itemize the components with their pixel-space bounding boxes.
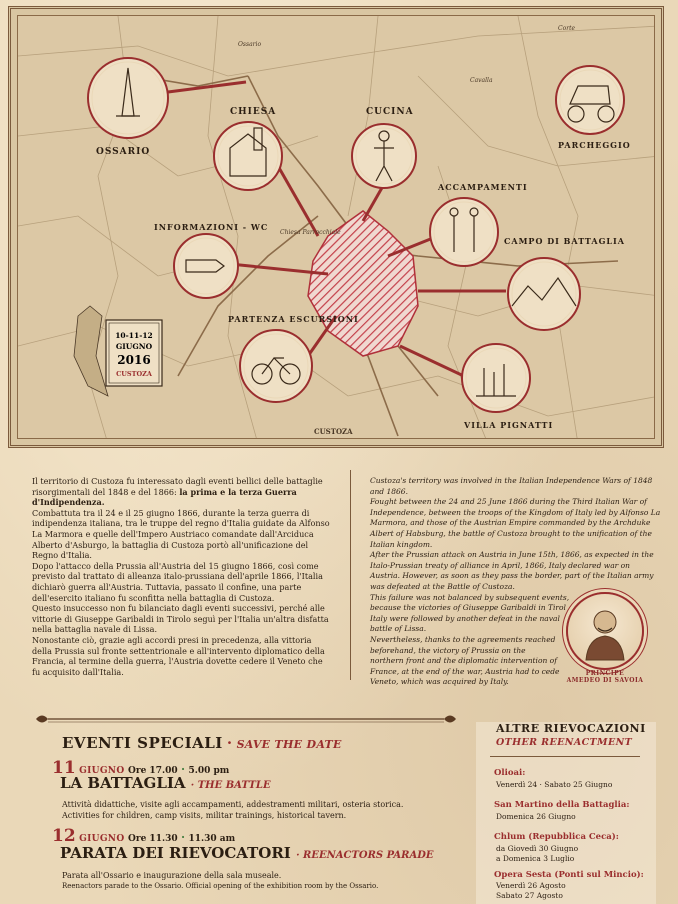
event2-time-it: Ore 11.30 [127, 834, 178, 844]
it-p1-b: la prima e la terza Guerra d'Indipendenza. [32, 486, 297, 508]
partenza-vignette [240, 330, 312, 402]
portrait-icon [568, 594, 642, 668]
label-partenza: PARTENZA ESCURSIONI [228, 314, 359, 324]
event2-time-en: 11.30 am [188, 834, 236, 844]
other-date-2a: Domenica 26 Giugno [496, 812, 576, 821]
other-date-4a: Venerdì 26 Agosto [496, 881, 566, 890]
chiesa-vignette [214, 122, 282, 190]
label-ossario: OSSARIO [96, 147, 151, 157]
it-p1-a: Il territorio di Custoza fu interessato dagli eventi bellici delle battaglie risorgimentali del 1848 e del 1866: [32, 476, 323, 497]
column-divider [350, 470, 351, 680]
other-date-3b: a Domenica 3 Luglio [496, 854, 575, 863]
en-p3: After the Prussian attack on Austria in June 15th, 1866, as expected in the Italo-Prussian treaty of alliance in April, 1866, Italy declared war on Austria. However, as soon as they pass the border, part of the Italian army was defeated at the Battle of Custoza. [370, 550, 654, 591]
ornament-divider [34, 712, 458, 726]
event2-desc-it: Parata all'Ossario e inaugurazione della sala museale. [62, 871, 282, 880]
event1-heading: LA BATTAGLIA · THE BATTLE [60, 774, 271, 792]
event1-date-row: 11 GIUGNO Ore 17.00 · 5.00 pm [52, 758, 230, 778]
label-campo: CAMPO DI BATTAGLIA [504, 236, 625, 246]
events-title-en: SAVE THE DATE [236, 738, 342, 751]
map-label-custoza: CUSTOZA [314, 427, 353, 436]
other-date-3a: da Giovedì 30 Giugno [496, 844, 579, 853]
other-subtitle: OTHER REENACTMENT [496, 737, 633, 748]
event2-desc-en: Reenactors parade to the Ossario. Official opening of the exhibition room by the Ossario. [62, 882, 379, 890]
en-p5: Nevertheless, thanks to the agreements reached beforehand, the victory of Prussia on the northern front and the diplomatic intervention of France, at the end of the war, Austria had to cede Veneto, which was acquired by Italy. [370, 634, 560, 687]
history-text-italian [32, 476, 332, 677]
event2-name-en: REENACTORS PARADE [303, 850, 434, 861]
label-accampamenti: ACCAMPAMENTI [438, 182, 528, 192]
event1-name-en: THE BATTLE [197, 780, 271, 791]
event2-name: PARATA DEI RIEVOCATORI [60, 844, 291, 862]
label-villa: VILLA PIGNATTI [464, 420, 554, 430]
accampamenti-vignette [430, 198, 498, 266]
other-place-2: San Martino della Battaglia: [494, 800, 630, 810]
event2-month: GIUGNO [79, 834, 125, 844]
event-badge [106, 320, 162, 386]
event1-time-it: Ore 17.00 [127, 766, 178, 776]
other-divider [490, 756, 640, 757]
other-title: ALTRE RIEVOCAZIONI [496, 722, 646, 735]
map-label-ossario-small: Ossario [238, 41, 262, 48]
other-date-4b: Sabato 27 Agosto [496, 891, 563, 900]
other-place-4: Opera Sesta (Ponti sul Mincio): [494, 870, 644, 880]
map-label-cavalla: Cavalla [470, 77, 493, 84]
portrait-medallion [566, 592, 644, 670]
it-p2: Combattuta tra il 24 e il 25 giugno 1866, durante la terza guerra di indipendenza italiana, tra le truppe del regno d'Italia guidate da Alfonso La Marmora e quelle dell'Impero Austriaco comandate dall'Arciduca Alberto d'Asburgo, la battaglia di Custoza portò all'unificazione del Regno d'Italia. [32, 507, 330, 561]
event1-time-en: 5.00 pm [188, 766, 230, 776]
label-informazioni: INFORMAZIONI - WC [154, 222, 269, 232]
en-p4: This failure was not balanced by subsequent events, because the victories of Giuseppe Garibaldi in Tirol Italy were followed by another defeat in the naval battle of Lissa. [370, 592, 570, 634]
it-p3: Dopo l'attacco della Prussia all'Austria del 15 giugno 1866, così come previsto dal trattato di alleanza italo-prussiana dell'aprile 1866, l'Italia dichiarò guerra all'Austria. Tuttavia, passato il confine, una parte dell'esercito italiano fu sconfitta nella battaglia di Custoza. [32, 560, 323, 603]
event1-month: GIUGNO [79, 766, 125, 776]
it-p4: Questo insuccesso non fu bilanciato dagli eventi successivi, perché alle vittorie di Giuseppe Garibaldi in Tirolo seguì per l'Italia un'altra disfatta nella battaglia navale di Lissa. [32, 603, 329, 635]
event1-name: LA BATTAGLIA [60, 774, 186, 792]
map-area [17, 15, 655, 439]
badge-place: CUSTOZA [116, 370, 152, 378]
other-place-3: Chlum (Repubblica Ceca): [494, 832, 619, 842]
other-reenactments-panel [476, 722, 656, 904]
portrait-caption-1: PRINCIPE [585, 670, 625, 677]
map-frame [8, 6, 664, 448]
map-label-chiesa-small: Chiesa Parrocchiale [280, 229, 341, 236]
en-p1: Custoza's territory was involved in the Italian Independence Wars of 1848 and 1866. [370, 476, 653, 496]
campo-vignette [508, 258, 580, 330]
portrait-caption [566, 670, 644, 684]
event1-desc-en: Activities for children, camp visits, militar trainings, historical tavern. [62, 811, 347, 820]
other-place-1: Olioai: [494, 768, 526, 778]
badge-year: 2016 [117, 353, 151, 367]
map-svg [18, 16, 655, 439]
events-title: EVENTI SPECIALI · SAVE THE DATE [62, 734, 342, 752]
label-parcheggio: PARCHEGGIO [558, 140, 631, 150]
informazioni-vignette [174, 234, 238, 298]
badge-month: GIUGNO [115, 342, 153, 351]
label-chiesa: CHIESA [230, 107, 277, 117]
badge-days: 10-11-12 [115, 331, 153, 340]
en-p2: Fought between the 24 and 25 June 1866 during the Third Italian War of Independence, between the troops of the Kingdom of Italy led by Alfonso La Marmora, and those of the Austrian Empire commanded by the Archduke Albert of Habsburg, the battle of Custoza brought to the unification of the Italian kingdom. [370, 497, 661, 549]
parcheggio-vignette [556, 66, 624, 134]
it-p5: Nonostante ciò, grazie agli accordi presi in precedenza, alla vittoria della Prussia sul fronte settentrionale e all'intervento diplomatico della Francia, al termine della guerra, l'Austria dovette cedere il Veneto che fu acquisito dall'Italia. [32, 634, 325, 677]
event1-desc-it: Attività didattiche, visite agli accampamenti, addestramenti militari, osteria storica. [62, 800, 404, 809]
portrait-caption-2: AMEDEO DI SAVOIA [566, 677, 644, 684]
event2-heading: PARATA DEI RIEVOCATORI · REENACTORS PARADE [60, 844, 434, 862]
villa-vignette [462, 344, 530, 412]
event2-date-row: 12 GIUGNO Ore 11.30 · 11.30 am [52, 826, 236, 846]
event2-day: 12 [52, 826, 76, 846]
map-label-corte: Corte [558, 25, 576, 32]
other-date-1a: Venerdì 24 · Sabato 25 Giugno [496, 780, 613, 789]
label-cucina: CUCINA [366, 107, 414, 117]
events-title-it: EVENTI SPECIALI [62, 734, 223, 752]
event1-day: 11 [52, 758, 76, 778]
